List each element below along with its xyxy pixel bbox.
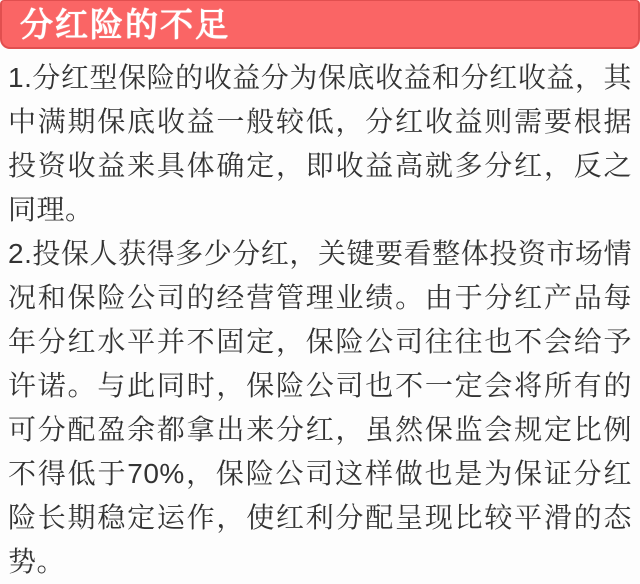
article-body xyxy=(0,56,640,584)
paragraph-2: 2.投保人获得多少分红，关键要看整体投资市场情况和保险公司的经营管理业绩。由于分红产品每年分红水平并不固定，保险公司往往也不会给予许诺。与此同时，保险公司也不一定会将所有的可分配盈余都拿出来分红，虽然保监会规定比例不得低于70%，保险公司这样做也是为保证分红险长期稳定运作，使红利分配呈现比较平滑的态势。 xyxy=(8,238,632,577)
header-banner xyxy=(0,0,640,49)
page-title: 分红险的不足 xyxy=(20,5,230,43)
paragraph-1: 1.分红型保险的收益分为保底收益和分红收益，其中满期保底收益一般较低，分红收益则需要根据投资收益来具体确定，即收益高就多分红，反之同理。 xyxy=(8,62,632,225)
